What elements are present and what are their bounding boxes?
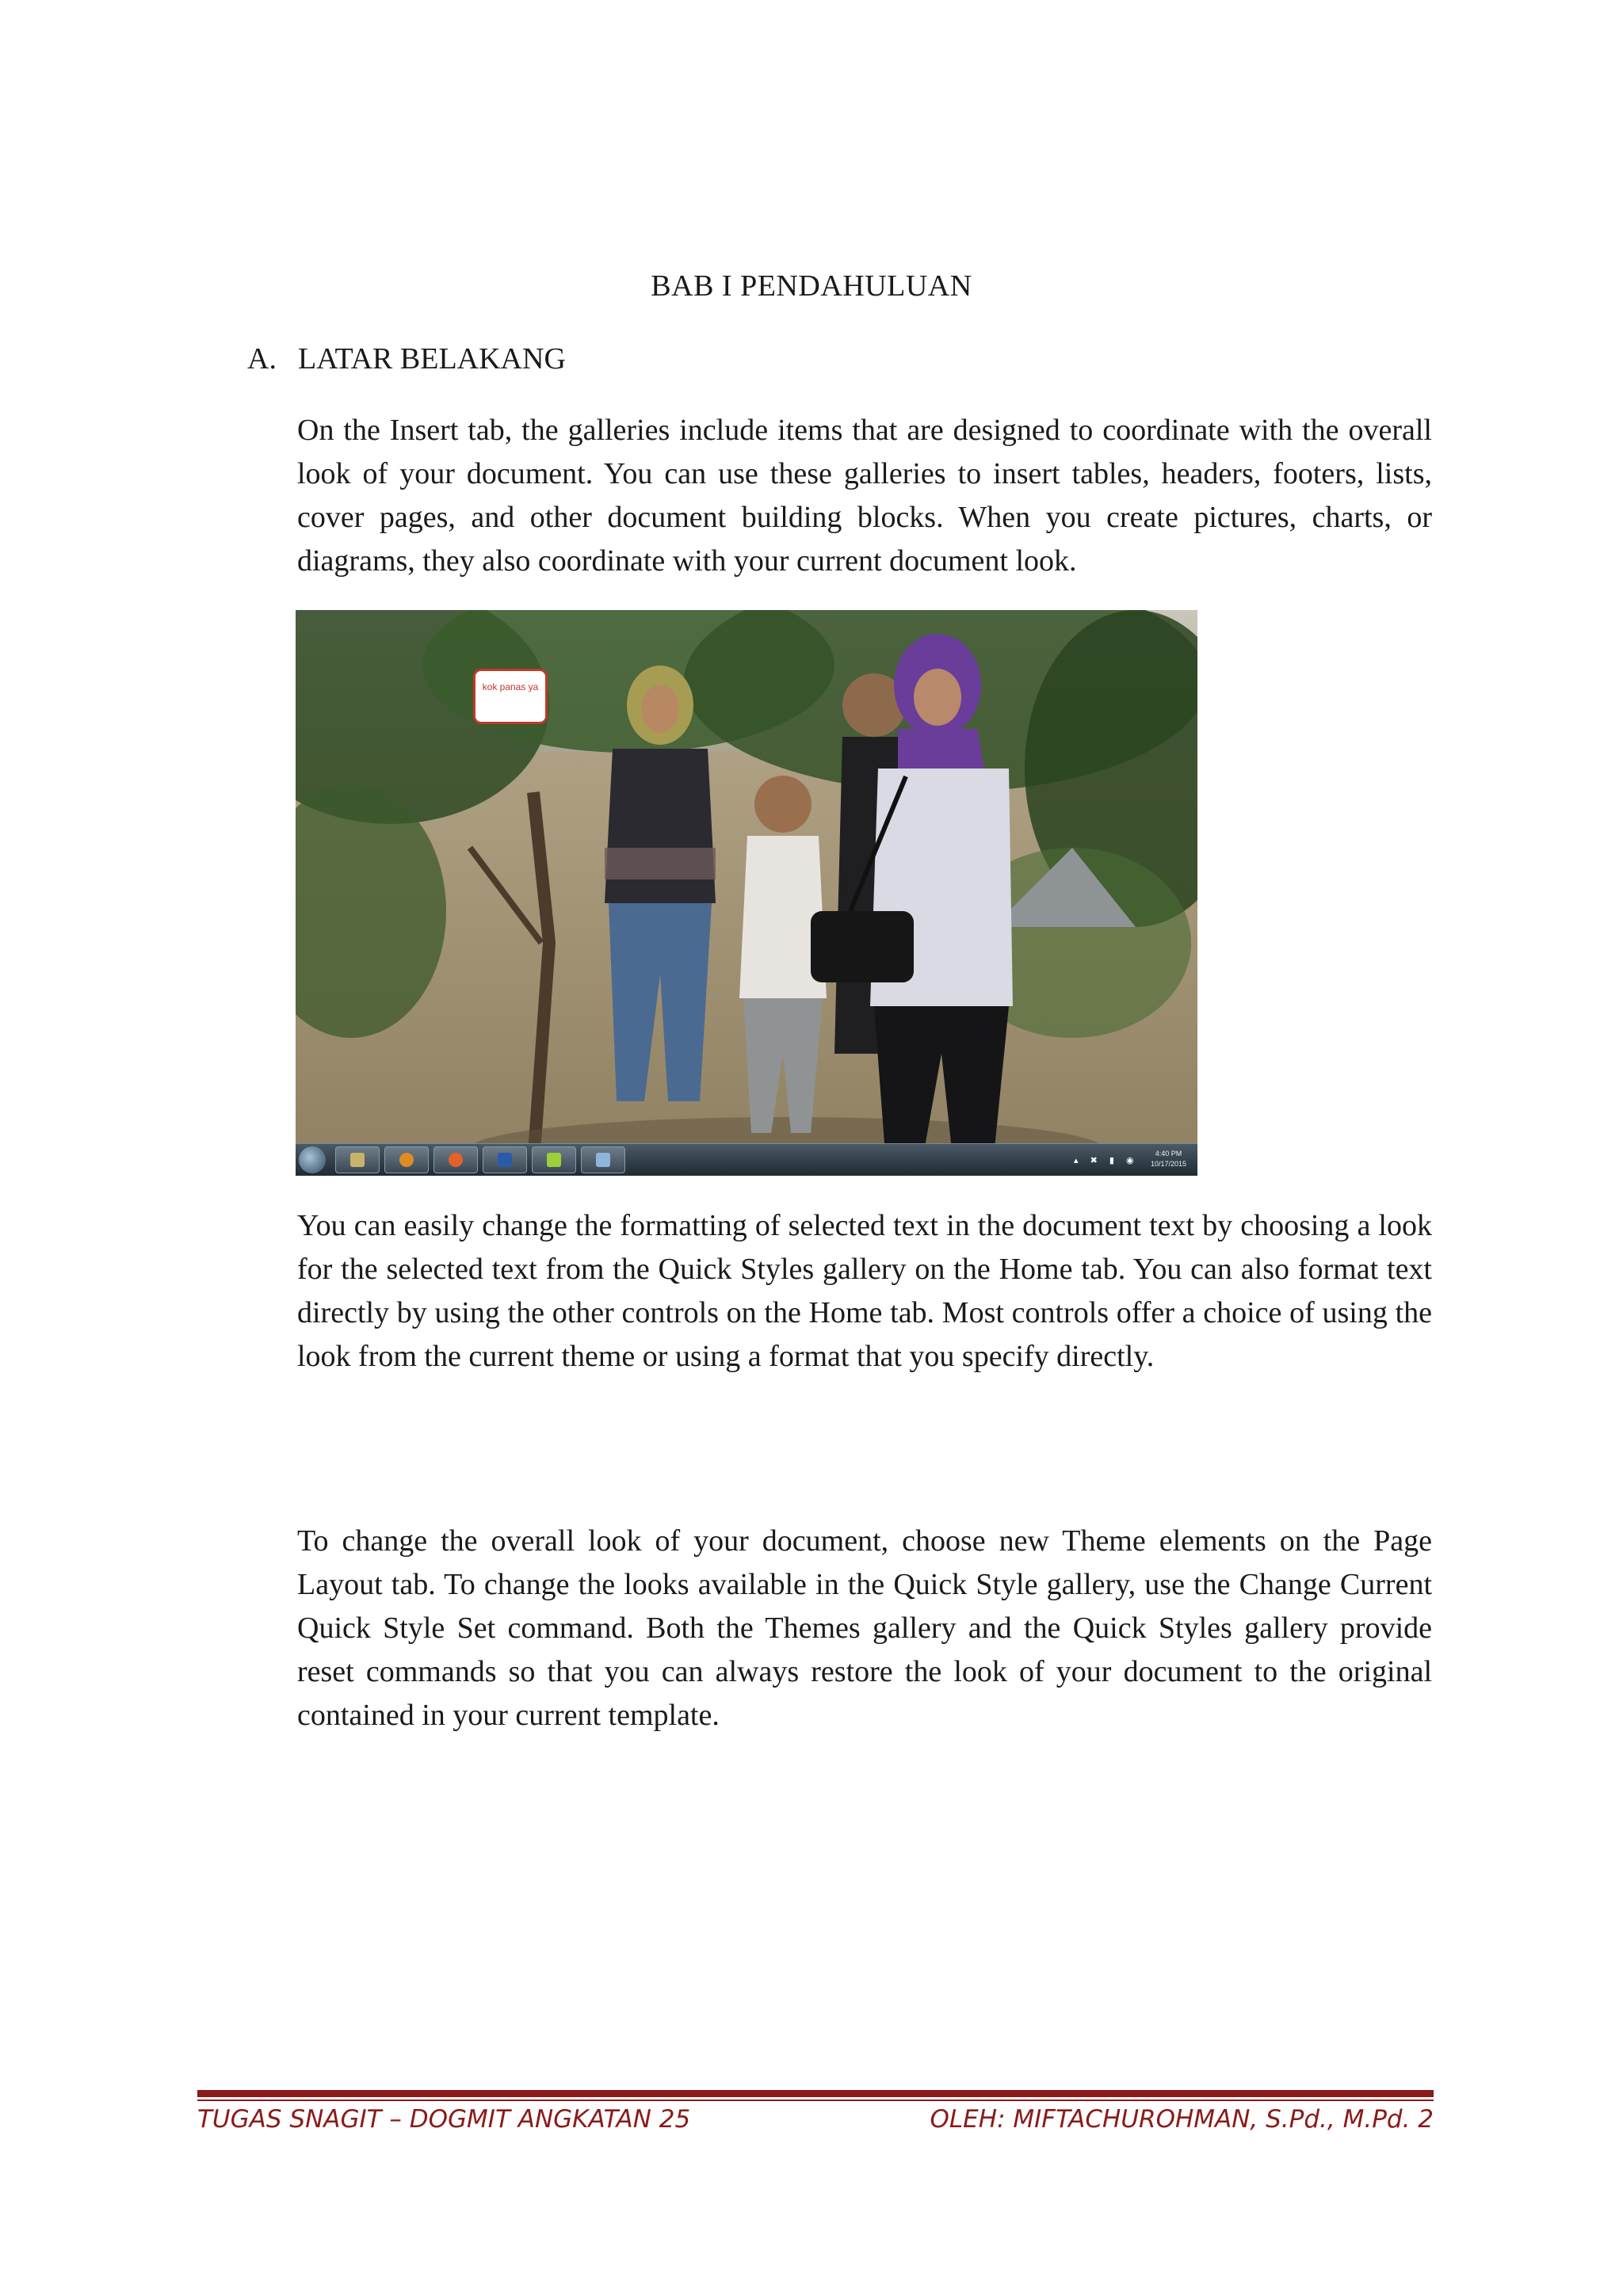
tray-icons: ▴ ✖ ▮ ◉ [1074, 1156, 1139, 1165]
firefox-icon [433, 1146, 478, 1173]
tray-time: 4:40 PM [1155, 1150, 1182, 1158]
chapter-title: BAB I PENDAHULUAN [651, 269, 972, 303]
paragraph-intro: On the Insert tab, the galleries include items that are designed to coordinate with the overall look of your document. You can use these galleries to insert tables, headers, footers, lists, cover pages, and other document building blocks. When you create pictures, charts, or diagrams, they also coordinate with your current document look. [297, 414, 1432, 578]
section-heading-text: LATAR BELAKANG [298, 342, 566, 376]
footer-right-text: OLEH: MIFTACHUROHMAN, S.Pd., M.Pd. 2 [930, 2105, 1434, 2134]
paragraph-formatting: You can easily change the formatting of selected text in the document text by choosing a look for the selected text from the Quick Styles gallery on the Home tab. You can also format text directly by using the other controls on the Home tab. Most controls offer a choice of using the look from the current theme or using a format that you specify directly. [297, 1209, 1432, 1373]
paragraph-theme: To change the overall look of your document, choose new Theme elements on the Page Layout tab. To change the looks available in the Quick Style gallery, use the Change Current Quick Style Set command. Both the Themes gallery and the Quick Styles gallery provide reset commands so that you can always restore the look of your document to the original contained in your current template. [297, 1524, 1432, 1732]
photo-scene [296, 610, 1197, 1176]
snagit-icon [532, 1146, 576, 1173]
app-icon [581, 1146, 625, 1173]
tray-clock [1151, 1149, 1186, 1169]
embedded-photo [296, 610, 1197, 1176]
word-icon [483, 1146, 527, 1173]
media-player-icon [384, 1146, 429, 1173]
footer-left-text: TUGAS SNAGIT – DOGMIT ANGKATAN 25 [197, 2105, 691, 2134]
photo-taskbar [296, 1143, 1197, 1176]
speech-bubble: kok panas ya [473, 669, 548, 724]
system-tray [1055, 1144, 1197, 1176]
tray-date: 10/17/2015 [1150, 1160, 1186, 1168]
start-orb-icon [299, 1146, 326, 1173]
section-heading [247, 339, 566, 379]
section-letter: A. [247, 342, 277, 376]
footer-rule [197, 2090, 1434, 2097]
explorer-icon [335, 1146, 380, 1173]
